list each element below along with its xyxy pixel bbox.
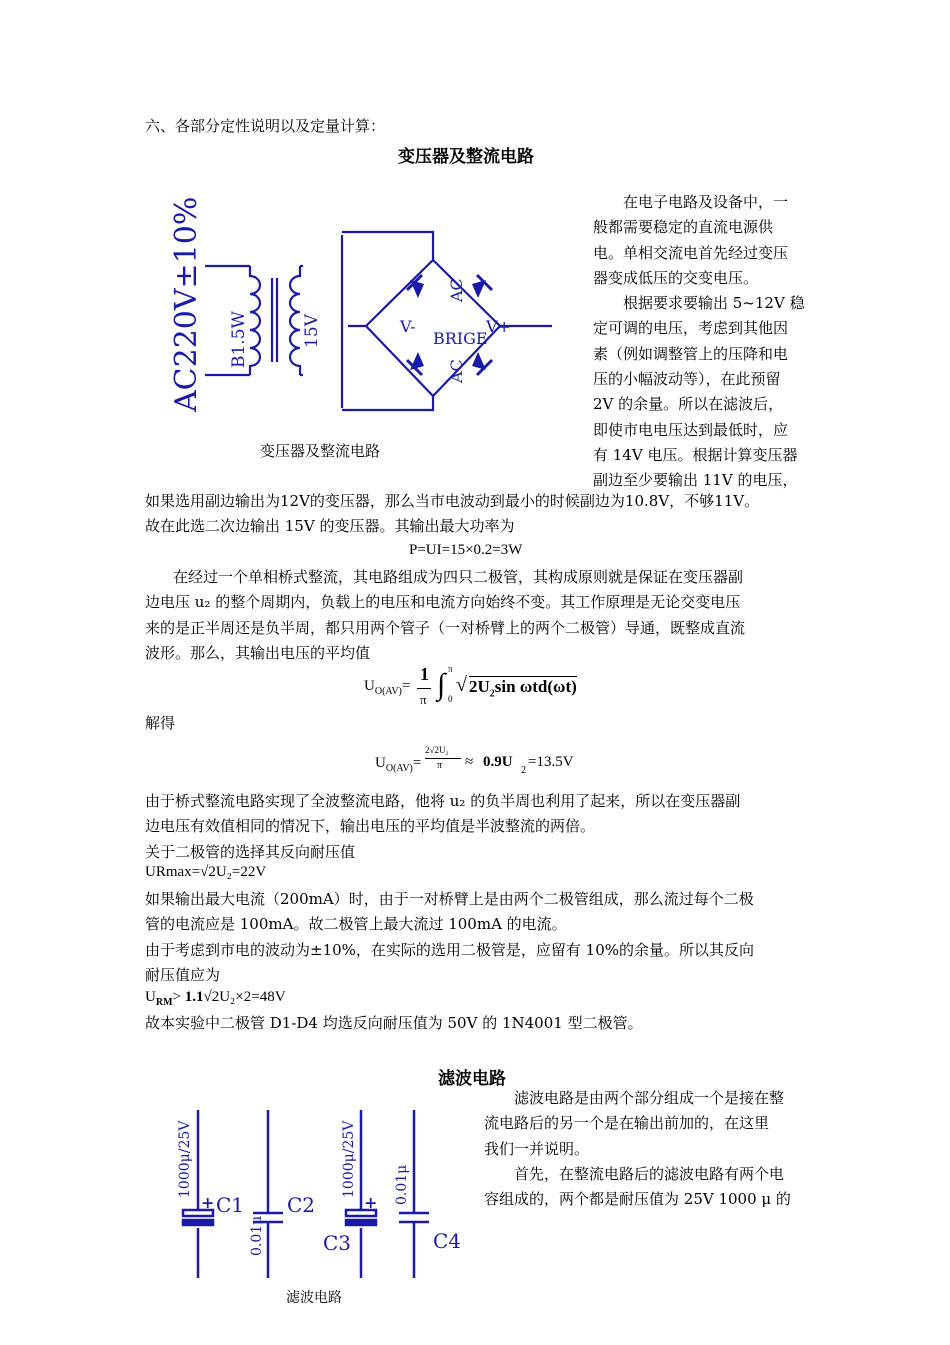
current-paragraph (145, 887, 810, 988)
solve-label: 解得 (145, 714, 176, 732)
text-line: 边电压有效值相同的情况下，输出电压的平均值是半波整流的两倍。 (145, 817, 596, 836)
v-plus-label: V+ (486, 317, 511, 336)
average-voltage-equation (364, 664, 624, 714)
urm-sub: RM (155, 997, 173, 1008)
conclusion-line: 故本实验中二极管 D1-D4 均选反向耐压值为 50V 的 1N4001 型二极管。 (145, 1014, 643, 1032)
res-tail: =13.5V (528, 754, 574, 770)
text-line: 电。单相交流电首先经过变压 (593, 243, 789, 262)
filter-heading: 滤波电路 (438, 1069, 506, 1089)
int-upper: π (448, 664, 453, 674)
transformer-rectifier-circuit (160, 196, 570, 430)
text-line: 副边至少要输出 11V 的电压， (593, 471, 798, 490)
text-line: 由于考虑到市电的波动为±10%，在实际的选用二极管是，应留有 10%的余量。所以其反向 (145, 940, 755, 959)
urm-tail: √2U₂×2=48V (203, 989, 286, 1005)
res-u: U (375, 755, 386, 771)
res-approx: ≈ (465, 754, 474, 770)
eq-equals: = (401, 678, 411, 694)
text-line: 在电子电路及设备中，一 (623, 193, 789, 211)
c1-value: 1000μ/25V (177, 1120, 193, 1198)
text-line: 关于二极管的选择其反向耐压值 (145, 842, 356, 861)
eq-sub: O(AV) (374, 686, 402, 697)
transformer-right-column (593, 190, 808, 494)
text-line: 流电路后的另一个是在输出前加的，在这里 (484, 1114, 770, 1133)
res-sub: O(AV) (385, 763, 413, 774)
fullwave-paragraph (145, 789, 810, 865)
text-line: 器变成低压的交变电压。 (593, 268, 759, 287)
text-line: 耐压值应为 (145, 965, 221, 984)
res-numerator: 2√2U₂ (425, 745, 449, 755)
text-line: 管的电流应是 100mA。故二极管上最大流过 100mA 的电流。 (145, 915, 567, 934)
ac-top-label: AC (447, 278, 466, 302)
urm-u: U (145, 989, 156, 1005)
c2-label: C2 (287, 1193, 316, 1217)
transformer-rating-label: B1.5W (229, 310, 249, 368)
filter-circuit (165, 1100, 462, 1285)
text-line: 我们一并说明。 (484, 1139, 590, 1158)
urm-equation (145, 989, 286, 1008)
bridge-label: BRIGE (433, 329, 488, 348)
text-line: 般都需要稳定的直流电源供 (593, 218, 774, 237)
c1-plate-neg (183, 1220, 213, 1225)
int-lower: 0 (448, 694, 453, 704)
text-line: 压的小幅波动等），在此预留 (593, 370, 781, 389)
ac-input-label: AC220V±10% (169, 196, 204, 412)
text-line: 有 14V 电压。根据计算变压器 (593, 445, 798, 464)
text-line: 定可调的电压，考虑到其他因 (593, 319, 789, 338)
text-line: 如果输出最大电流（200mA）时，由于一对桥臂上是由两个二极管组成，那么流过每个二极 (145, 890, 754, 908)
c3-value: 1000μ/25V (341, 1120, 357, 1198)
v-minus-label: V- (400, 317, 416, 336)
text-line: 边电压 u₂ 的整个周期内，负载上的电压和电流方向始终不变。其工作原理是无论交变电压 (145, 593, 741, 612)
c2-value: 0.01μ (249, 1215, 265, 1256)
transformer-caption: 变压器及整流电路 (260, 442, 381, 460)
text-line: 如果选用副边输出为12V的变压器，那么当市电波动到最小的时候副边为10.8V，不够11V。 (145, 492, 760, 510)
text-line: 由于桥式整流电路实现了全波整流电路，他将 u₂ 的负半周也利用了起来，所以在变压器副 (145, 792, 741, 810)
transformer-core (272, 278, 277, 362)
urm-gt: > (172, 989, 185, 1005)
urmax-equation: URmax=√2U₂=22V (145, 864, 267, 880)
res-equals: = (412, 755, 422, 771)
c1-label: C1 (216, 1193, 245, 1217)
eq-u: U (364, 678, 375, 694)
integrand-a: 2U (469, 677, 490, 696)
text-line: 2V 的余量。所以在滤波后， (593, 395, 784, 414)
primary-coil (250, 266, 260, 375)
bridge-diamond (366, 260, 500, 396)
integral-sign: ∫ (437, 668, 446, 701)
integrand-sub: 2 (489, 688, 495, 700)
transformer-heading: 变压器及整流电路 (398, 147, 534, 167)
filter-paragraph (484, 1086, 814, 1212)
res-two: 2 (521, 765, 526, 776)
transformer-full-lines (145, 489, 810, 540)
c3-plus: + (364, 1193, 378, 1212)
ac-bottom-label: AC (447, 359, 466, 383)
text-line: 故在此选二次边输出 15V 的变压器。其输出最大功率为 (145, 517, 515, 536)
res-bold: 0.9U (483, 754, 513, 770)
power-equation: P=UI=15×0.2=3W (409, 542, 523, 558)
section-title: 六、各部分定性说明以及定量计算： (145, 117, 386, 135)
c4-label: C4 (433, 1229, 462, 1253)
eq-one: 1 (420, 664, 429, 684)
c3-plate-neg (346, 1220, 376, 1225)
text-line: 来的是正半周还是负半周，都只用两个管子（一对桥臂上的两个二极管）导通，既整成直流 (145, 618, 746, 637)
c1-plus: + (201, 1193, 215, 1212)
text-line: 容组成的，两个都是耐压值为 25V 1000 μ 的 (484, 1190, 791, 1209)
c3-label: C3 (323, 1231, 352, 1255)
integrand-b: sin ωtd(ωt) (494, 677, 577, 696)
secondary-coil (290, 266, 300, 375)
sqrt-sign: √ (456, 674, 467, 696)
eq-pi: π (420, 692, 427, 707)
text-line: 波形。那么，其输出电压的平均值 (145, 643, 371, 662)
text-line: 素（例如调整管上的压降和电 (593, 344, 789, 363)
secondary-voltage-label: 15V (302, 314, 322, 348)
text-line: 在经过一个单相桥式整流，其电路组成为四只二极管，其构成原则就是保证在变压器副 (173, 568, 744, 586)
text-line: 根据要求要输出 5~12V 稳 (623, 294, 805, 313)
integrand (469, 676, 577, 699)
text-line: 滤波电路是由两个部分组成一个是接在整 (514, 1089, 785, 1107)
text-line: 即使市电电压达到最低时，应 (593, 420, 789, 439)
res-denominator: π (437, 760, 443, 771)
c4-value: 0.01μ (394, 1164, 410, 1205)
filter-caption: 滤波电路 (286, 1290, 342, 1306)
result-equation (375, 745, 615, 781)
text-line: 首先，在整流电路后的滤波电路有两个电 (514, 1164, 785, 1183)
rectifier-paragraph (145, 565, 810, 666)
urm-bold: 1.1 (184, 989, 204, 1005)
